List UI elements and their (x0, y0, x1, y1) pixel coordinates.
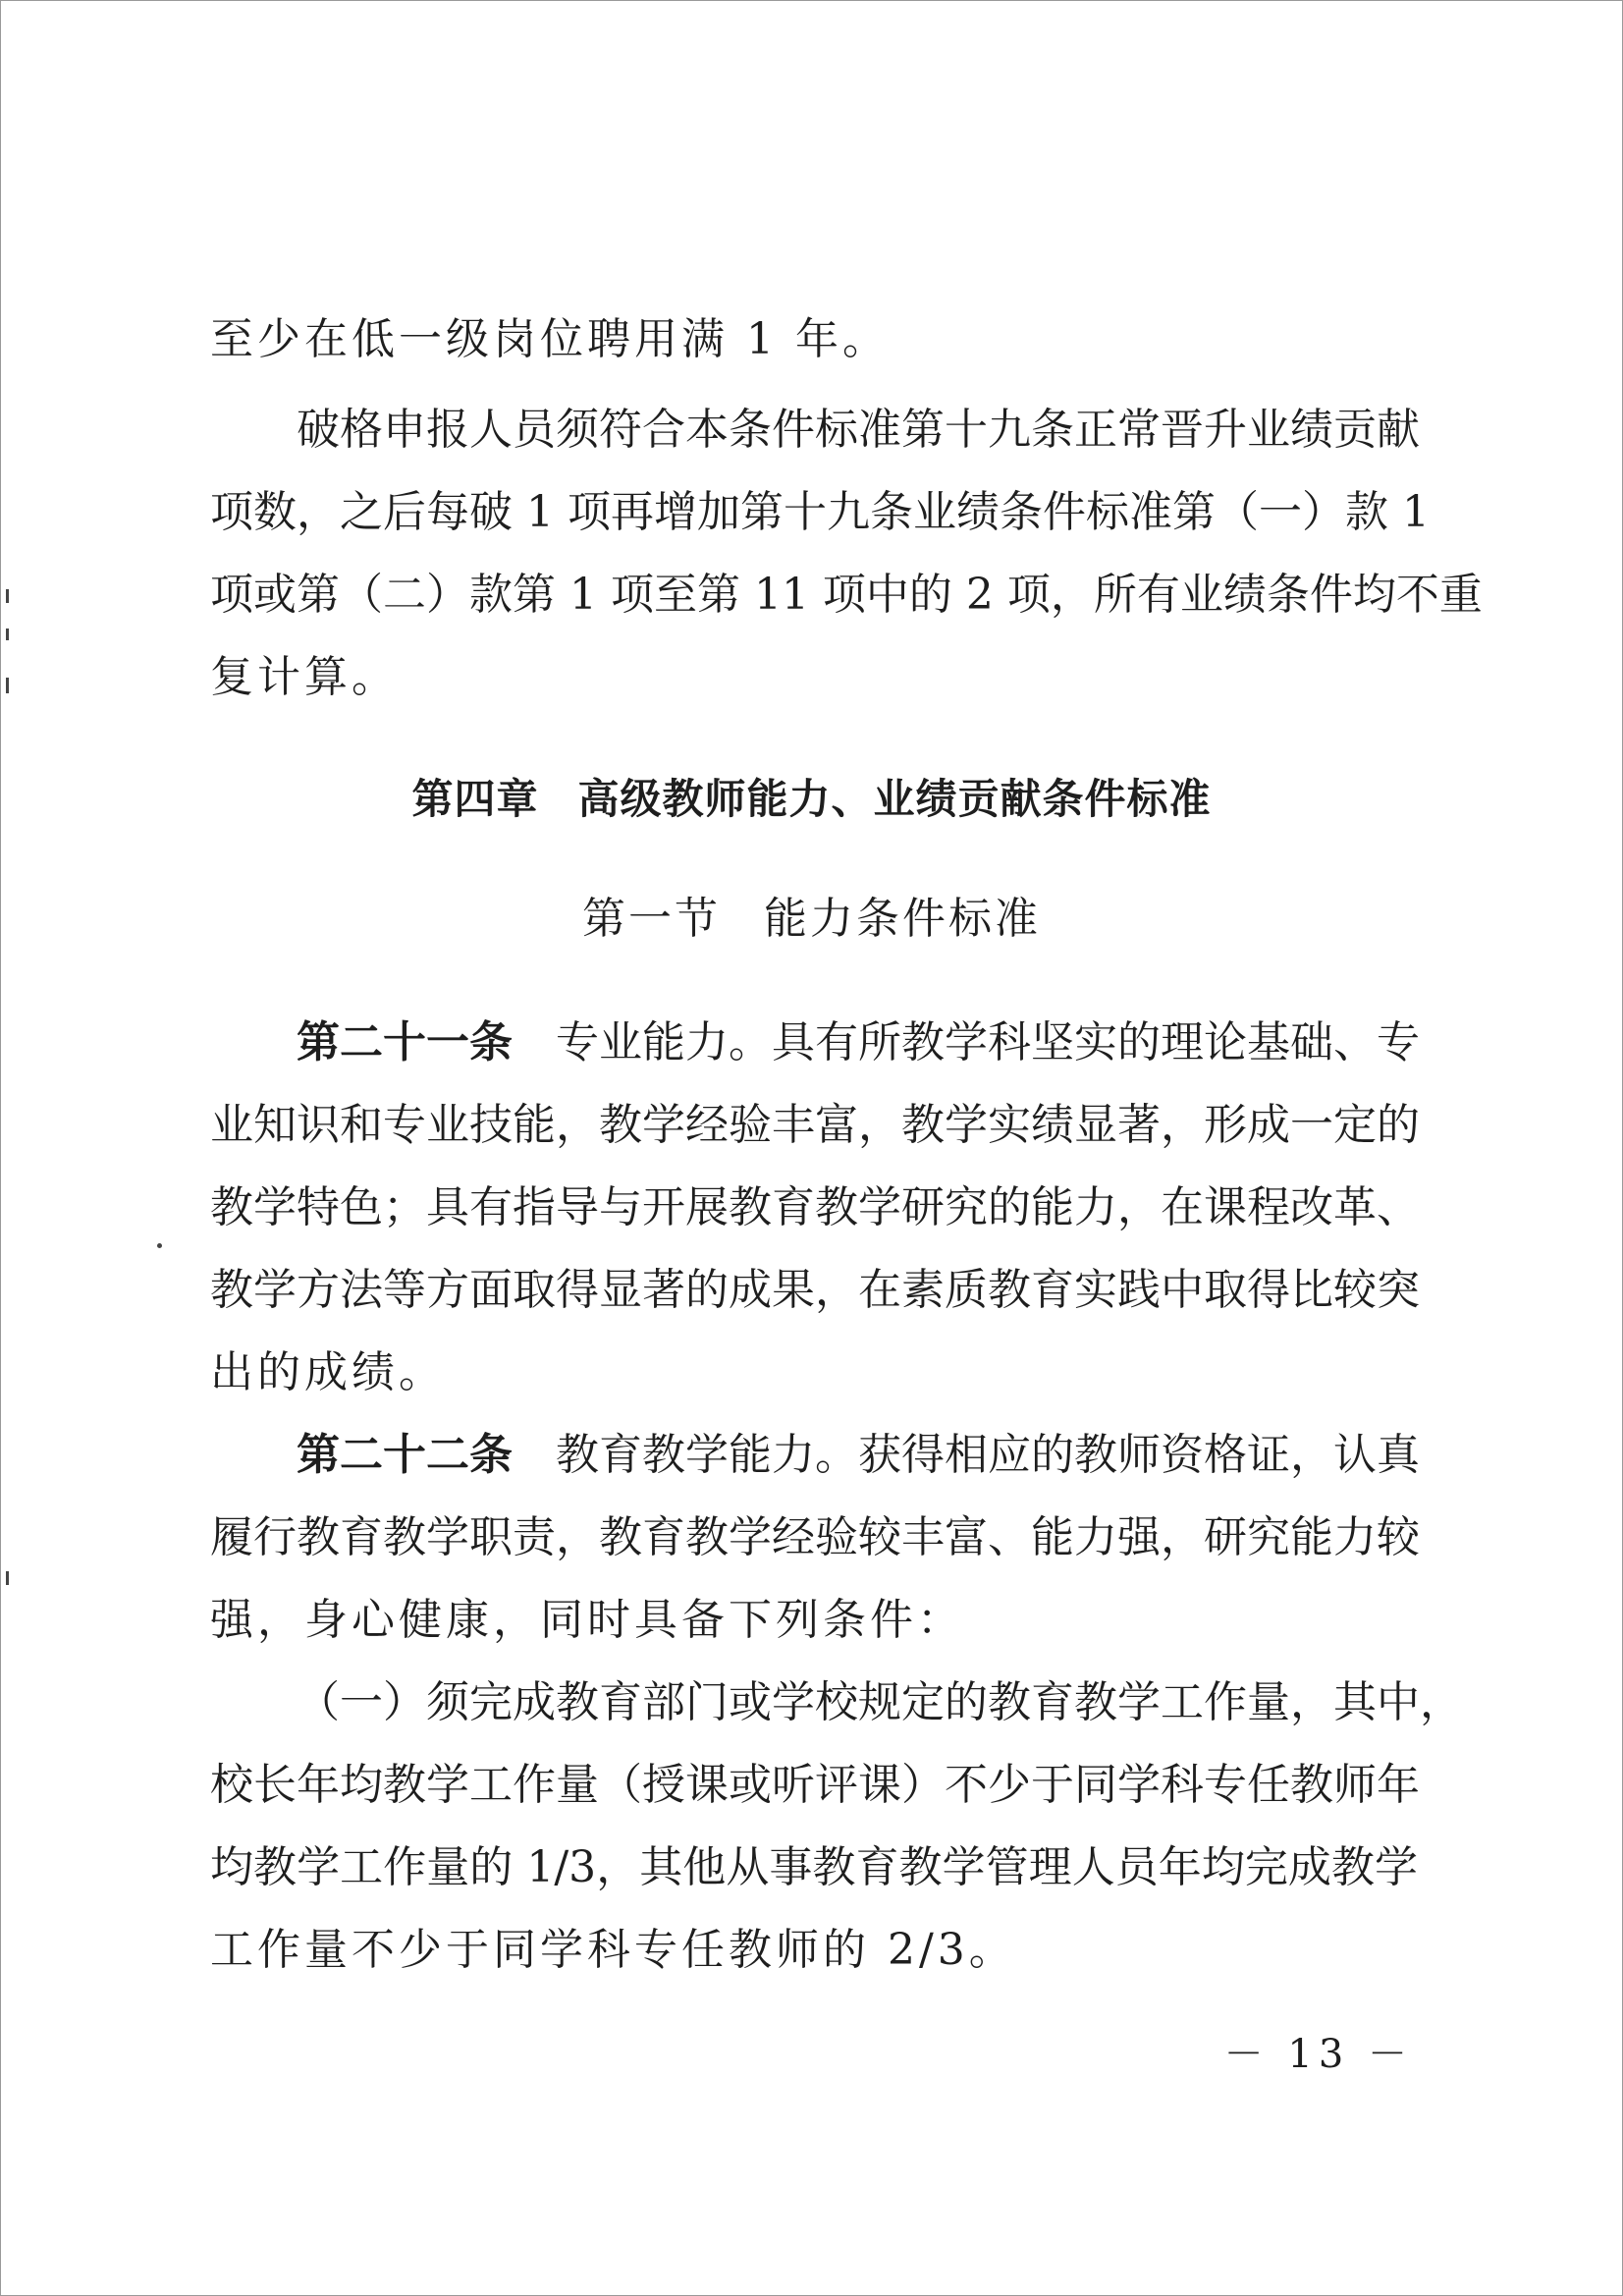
scan-mark (6, 1571, 9, 1585)
clause-1-line: 工作量不少于同学科专任教师的 2/3。 (210, 1925, 1016, 1975)
chapter-title: 高级教师能力、业绩贡献条件标准 (577, 775, 1212, 823)
clause-1-line: 校长年均教学工作量（授课或听评课）不少于同学科专任教师年 (210, 1760, 1420, 1810)
chapter-number: 第四章 (411, 775, 539, 823)
clause-1-line: 均教学工作量的 1/3，其他从事教育教学管理人员年均完成教学 (210, 1842, 1418, 1892)
section-title: 能力条件标准 (764, 894, 1041, 944)
article-22-text: 教育教学能力。获得相应的教师资格证，认真 (556, 1430, 1420, 1480)
page-number: － 13 － (1223, 2032, 1413, 2077)
scan-mark (6, 629, 9, 640)
article-21-text: 专业能力。具有所教学科坚实的理论基础、专 (556, 1017, 1420, 1067)
chapter-heading (0, 770, 1623, 829)
article-21-line: 业知识和专业技能，教学经验丰富，教学实绩显著，形成一定的 (210, 1100, 1420, 1150)
scan-dot (157, 1243, 162, 1248)
article-21-line: 教学特色；具有指导与开展教育教学研究的能力，在课程改革、 (210, 1182, 1420, 1232)
scan-mark (6, 589, 9, 603)
paragraph-line: 破格申报人员须符合本条件标准第十九条正常晋升业绩贡献 (297, 405, 1420, 455)
paragraph-line: 项或第（二）款第 1 项至第 11 项中的 2 项，所有业绩条件均不重 (210, 570, 1483, 620)
article-22-line: 强，身心健康，同时具备下列条件： (210, 1595, 964, 1645)
section-heading (0, 890, 1623, 949)
article-22-label: 第二十二条 (297, 1430, 513, 1480)
clause-1-first-line: （一）须完成教育部门或学校规定的教育教学工作量，其中， (297, 1677, 1463, 1727)
article-22-line: 履行教育教学职责，教育教学经验较丰富、能力强，研究能力较 (210, 1512, 1420, 1562)
paragraph-line: 项数，之后每破 1 项再增加第十九条业绩条件标准第（一）款 1 (210, 487, 1430, 537)
article-21-label: 第二十一条 (297, 1017, 513, 1067)
section-number: 第一节 (582, 894, 721, 944)
article-22-first-line (297, 1426, 1418, 1485)
article-21-line: 出的成绩。 (210, 1347, 446, 1397)
article-21-first-line (297, 1013, 1418, 1072)
paragraph-line: 复计算。 (210, 652, 399, 702)
paragraph-continuation: 至少在低一级岗位聘用满 1 年。 (210, 314, 890, 364)
article-21-line: 教学方法等方面取得显著的成果，在素质教育实践中取得比较突 (210, 1265, 1420, 1315)
scan-mark (6, 678, 9, 693)
